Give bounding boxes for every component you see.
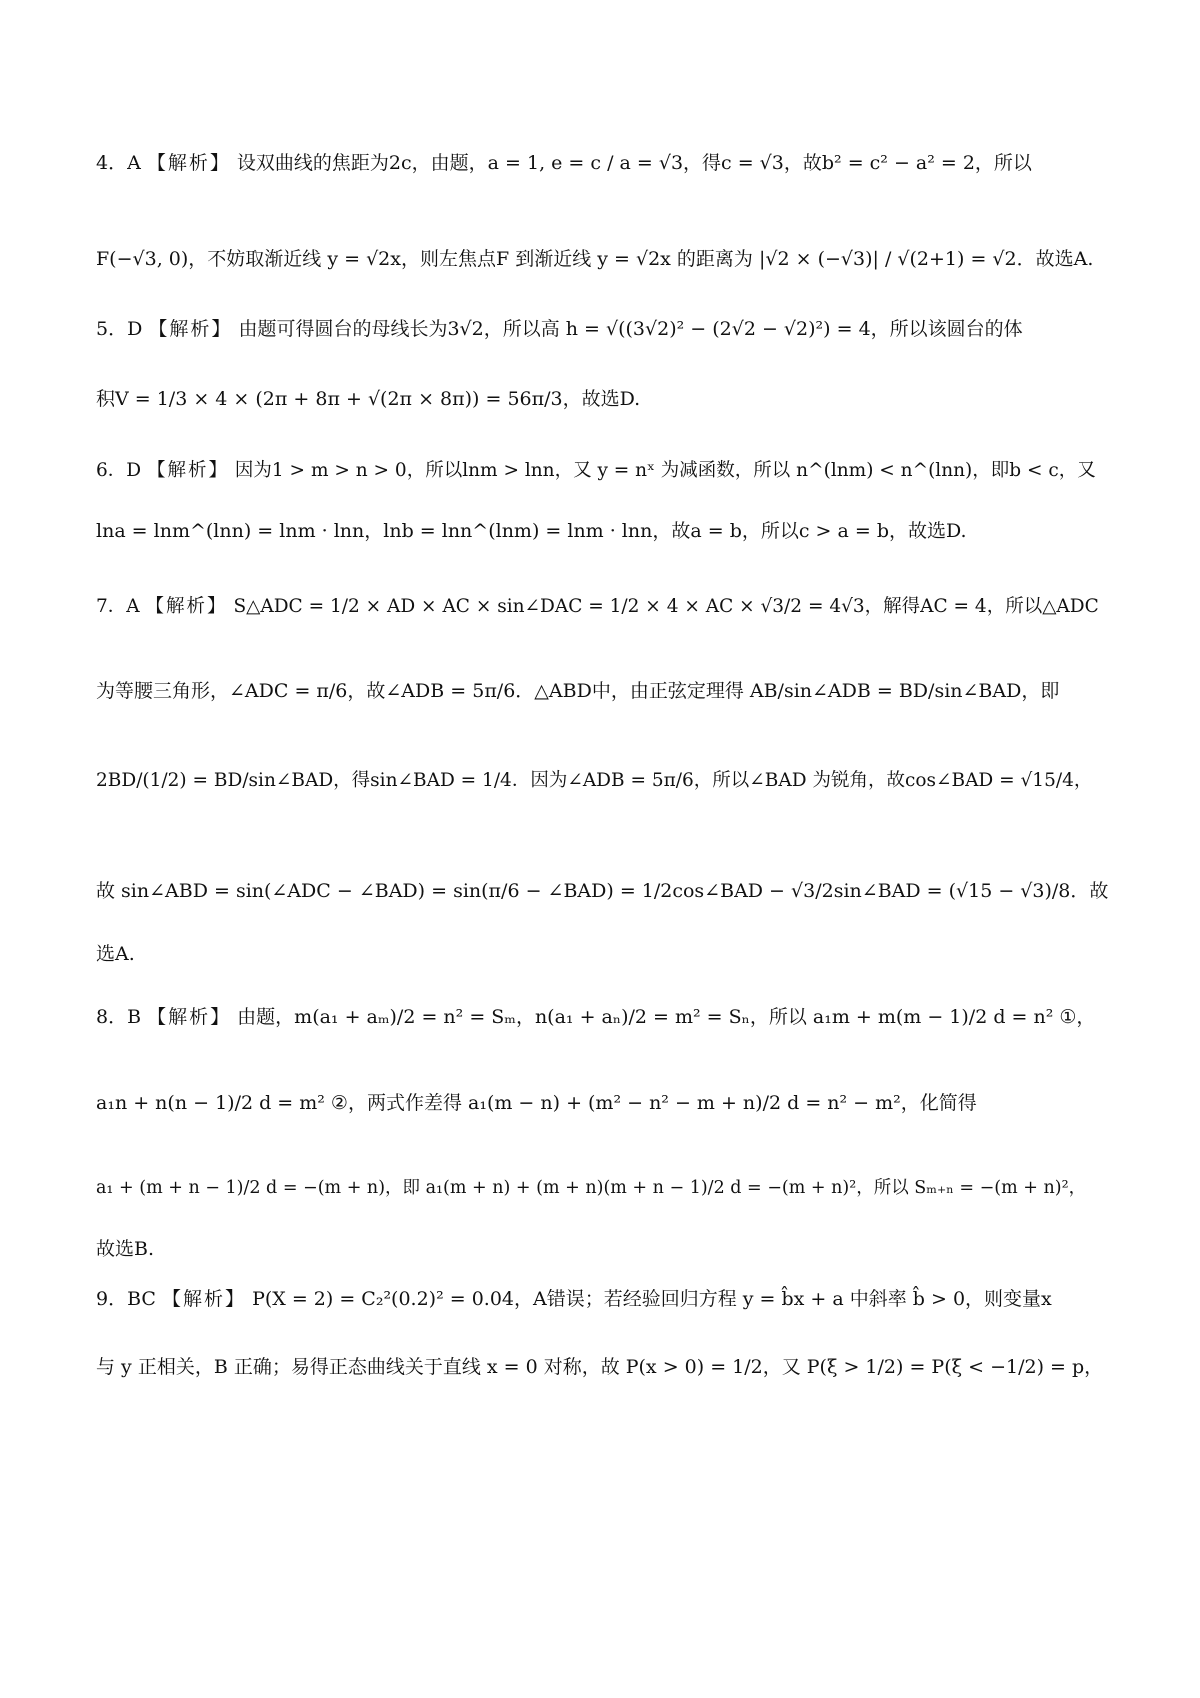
q5-text-1: 由题可得圆台的母线长为3√2，所以高 h = √((3√2)² − (2√2 − √2)²) = 4，所以该圆台的体 [238,318,1023,340]
q8-text-1: 由题，m(a₁ + aₘ)/2 = n² = Sₘ，n(a₁ + aₙ)/2 = m² = Sₙ，所以 a₁m + m(m − 1)/2 d = n² ①， [237,1006,1096,1028]
q8-text-3: a₁ + (m + n − 1)/2 d = −(m + n)，即 a₁(m + n) + (m + n)(m + n − 1)/2 d = −(m + n)²，所以 Sₘ₊ₙ = −(m + n)²， [96,1178,1087,1198]
q5-line-1 [96,320,1108,339]
q7-line-1 [96,598,1108,617]
q6-text-2: lna = lnm^(lnn) = lnm · lnn，lnb = lnn^(lnm) = lnm · lnn，故a = b，所以c > a = b，故选D. [96,520,967,542]
q5-text-2: 积V = 1/3 × 4 × (2π + 8π + √(2π × 8π)) = 56π/3，故选D. [96,388,641,410]
q7-text-2: 为等腰三角形，∠ADC = π/6，故∠ADB = 5π/6．△ABD中，由正弦定理得 AB/sin∠ADB = BD/sin∠BAD，即 [96,680,1060,702]
q5-number: 5．D [96,318,143,340]
q9-line-1 [96,1290,1108,1309]
q4-text-2b: |√2 × (−√3)| / √(2+1) = √2．故选A. [758,248,1094,270]
q6-number: 6．D [96,460,142,481]
q5-line-2 [96,390,1108,409]
q9-text-1: P(X = 2) = C₂²(0.2)² = 0.04，A错误；若经验回归方程 y = b̂x + a 中斜率 b̂ > 0，则变量x [252,1288,1052,1310]
q4-line-2 [96,250,1108,269]
q8-text-4: 故选B. [96,1238,155,1260]
q7-text-3: 2BD/(1/2) = BD/sin∠BAD，得sin∠BAD = 1/4．因为∠ADB = 5π/6，所以∠BAD 为锐角，故cos∠BAD = √15/4， [96,770,1093,791]
q8-line-4 [96,1240,1108,1259]
q8-tag: 【解析】 [147,1006,232,1028]
q7-line-5 [96,945,1108,964]
q9-line-2 [96,1358,1108,1377]
q6-text-1: 因为1 > m > n > 0，所以lnm > lnn，又 y = nˣ 为减函数，所以 n^(lnm) < n^(lnn)，即b < c，又 [234,460,1096,481]
q7-tag: 【解析】 [145,596,228,617]
q6-tag: 【解析】 [147,460,230,481]
q9-number: 9．BC [96,1288,156,1310]
q7-number: 7．A [96,596,140,617]
q7-line-2 [96,682,1108,701]
q8-line-2 [96,1094,1108,1113]
q4-tag: 【解析】 [146,152,231,174]
q5-tag: 【解析】 [148,318,233,340]
q4-text-1: 设双曲线的焦距为2c，由题，a = 1, e = c / a = √3，得c = √3，故b² = c² − a² = 2，所以 [236,152,1032,174]
q7-text-4: 故 sin∠ABD = sin(∠ADC − ∠BAD) = sin(π/6 − ∠BAD) = 1/2cos∠BAD − √3/2sin∠BAD = (√15 − √3)/8．故 [96,880,1109,902]
q8-line-1 [96,1008,1108,1027]
q7-line-3 [96,772,1108,791]
q7-text-1: S△ADC = 1/2 × AD × AC × sin∠DAC = 1/2 × 4 × AC × √3/2 = 4√3，解得AC = 4，所以△ADC [233,596,1099,617]
q8-text-2: a₁n + n(n − 1)/2 d = m² ②，两式作差得 a₁(m − n) + (m² − n² − m + n)/2 d = n² − m²，化简得 [96,1092,977,1114]
q7-text-5: 选A. [96,943,135,965]
q6-line-1 [96,462,1108,481]
q6-line-2 [96,522,1108,541]
q4-line-1 [96,154,1108,173]
q4-number: 4．A [96,152,141,174]
q9-text-2: 与 y 正相关，B 正确；易得正态曲线关于直线 x = 0 对称，故 P(x > 0) = 1/2，又 P(ξ > 1/2) = P(ξ < −1/2) = p， [96,1356,1104,1378]
q9-tag: 【解析】 [162,1288,247,1310]
q7-line-4 [96,882,1108,901]
q8-number: 8．B [96,1006,142,1028]
q4-text-2a: F(−√3, 0)，不妨取渐近线 y = √2x，则左焦点F 到渐近线 y = √2x 的距离为 [96,248,753,270]
q8-line-3 [96,1180,1108,1198]
